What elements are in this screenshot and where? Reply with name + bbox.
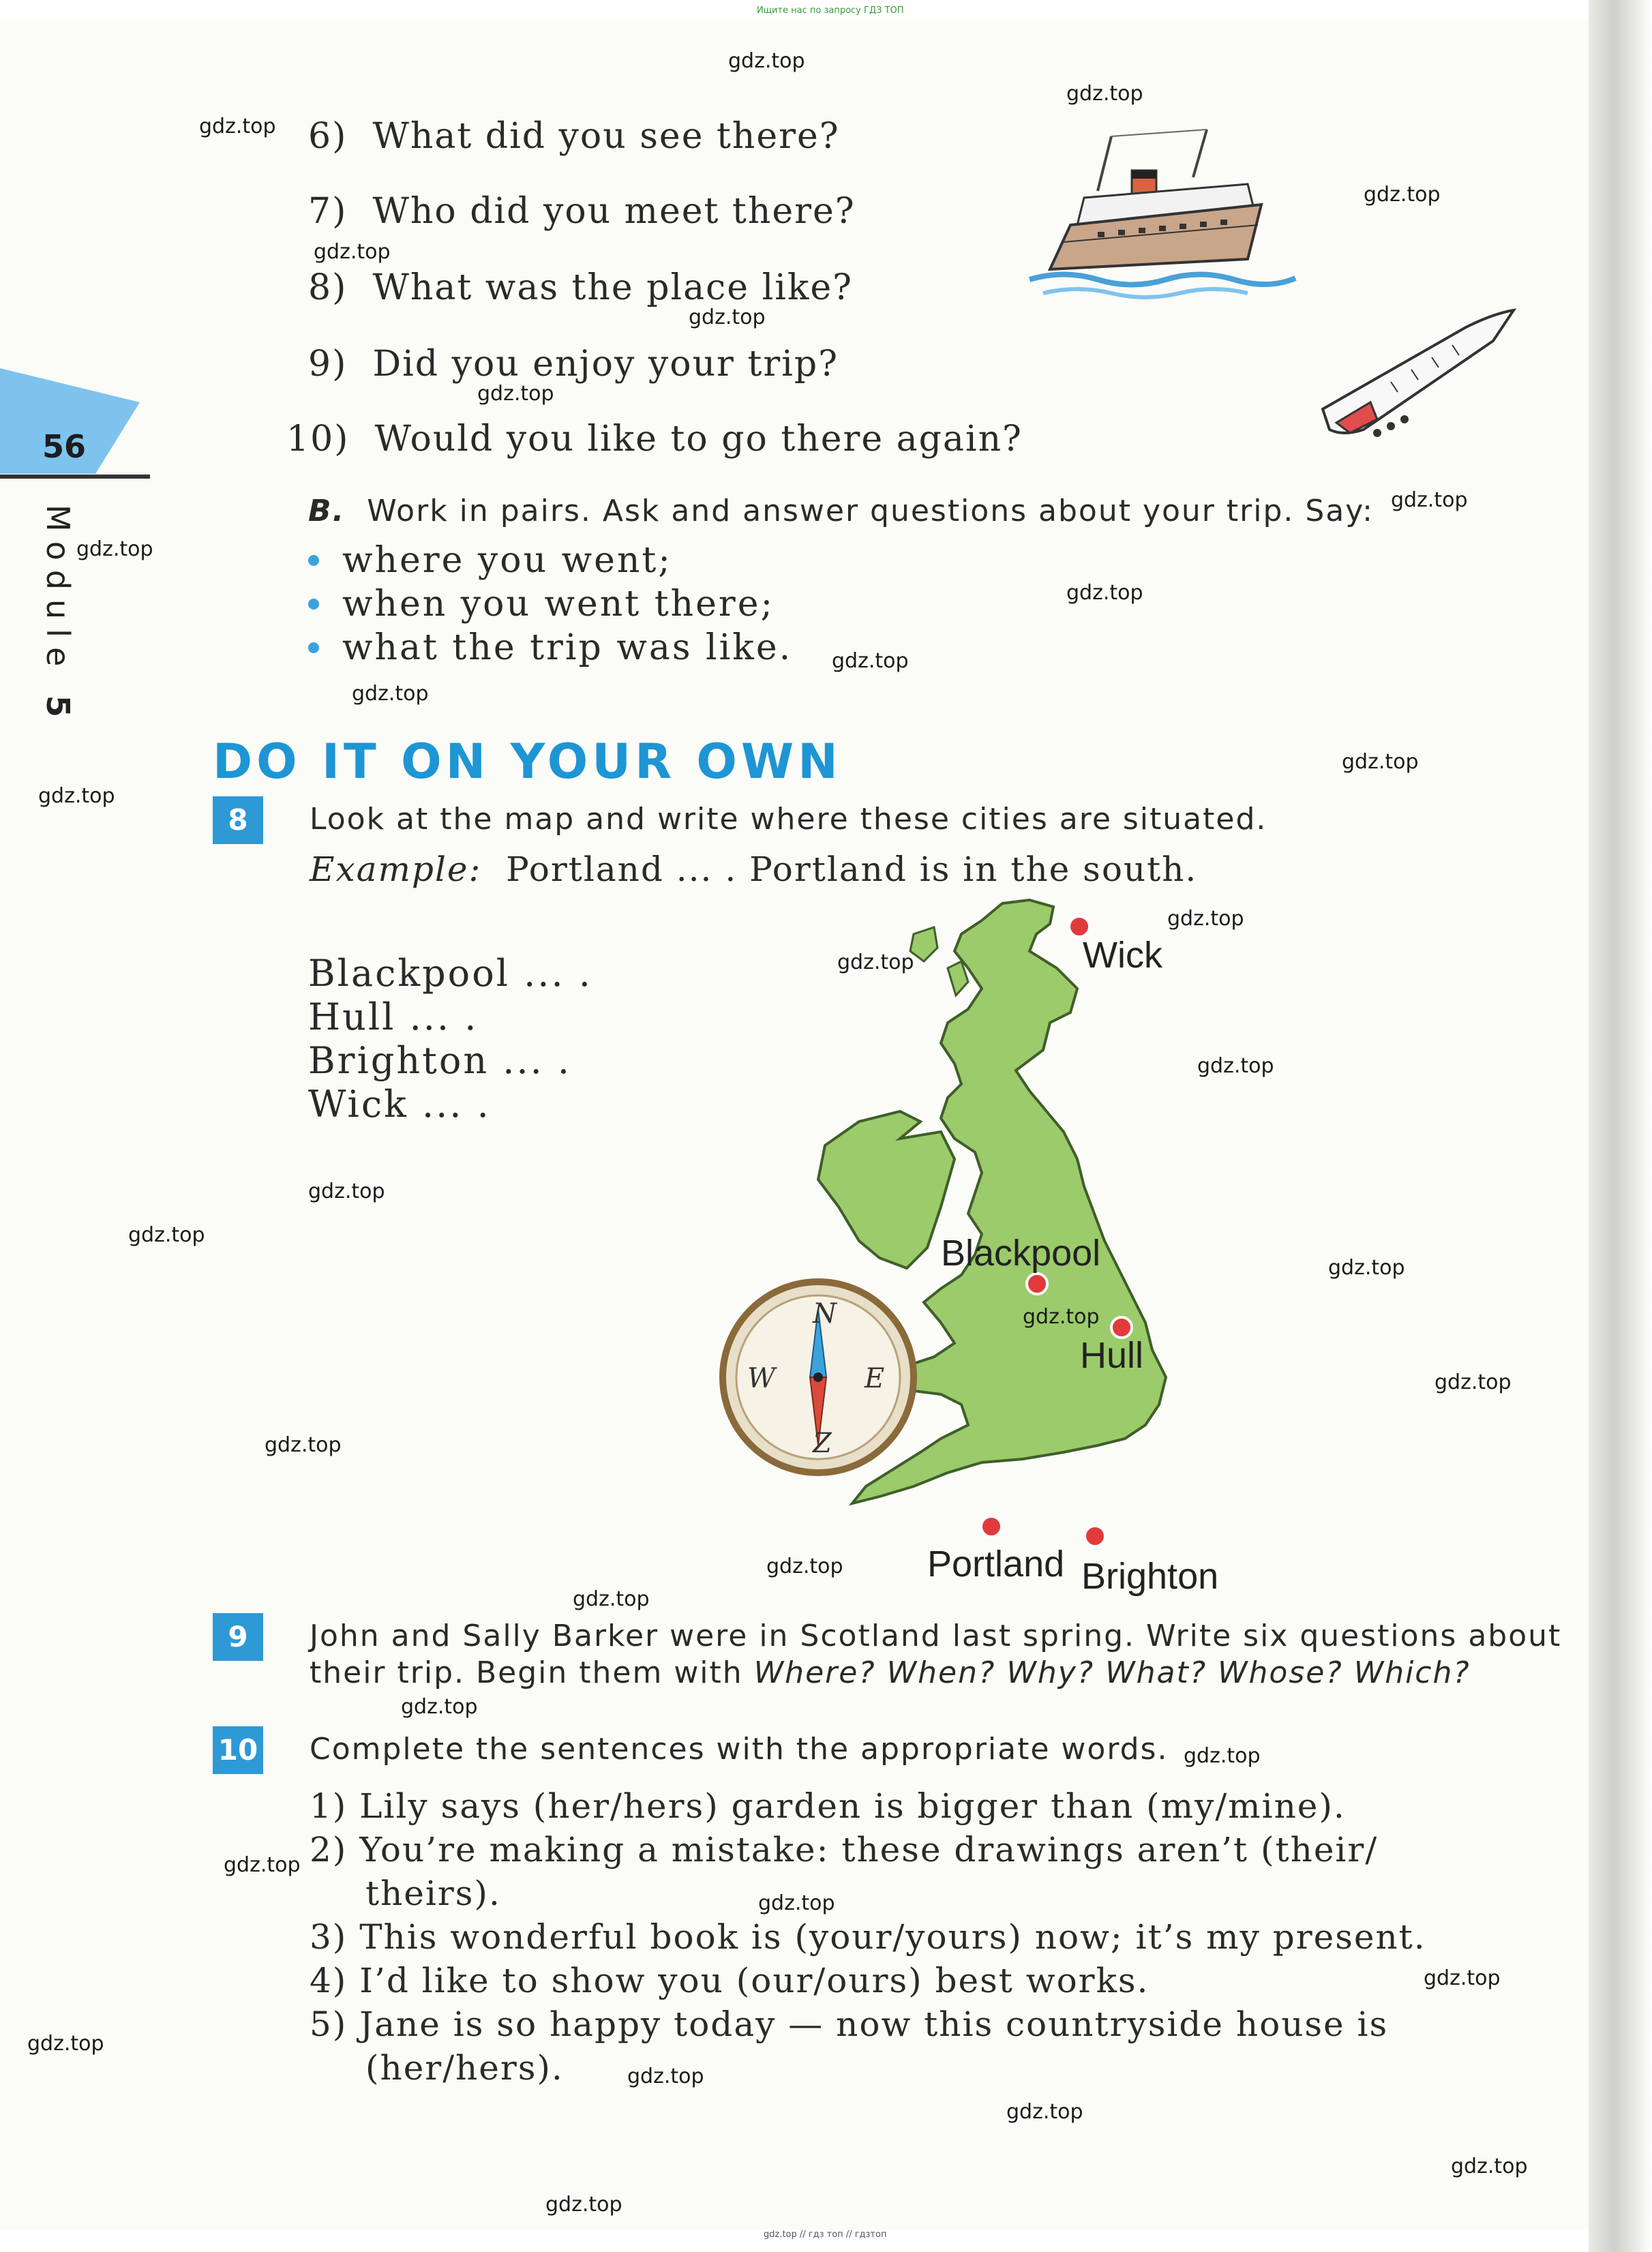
part-label: B.	[308, 494, 346, 528]
line-italic: Where? When? Why? What? Whose? Which?	[753, 1655, 1471, 1690]
map-label-wick: Wick	[1083, 935, 1162, 976]
watermark: gdz.top	[27, 2032, 104, 2056]
example-label: Example:	[310, 850, 482, 889]
compass-south: Z	[813, 1428, 832, 1459]
watermark: gdz.top	[199, 115, 276, 138]
question-text: Who did you meet there?	[372, 191, 856, 232]
watermark: gdz.top	[76, 537, 153, 561]
bullet-text: when you went there;	[342, 584, 775, 625]
compass	[723, 1282, 914, 1473]
exercise-8-example	[310, 850, 1197, 889]
question-9	[308, 344, 839, 385]
watermark: gdz.top	[1066, 82, 1143, 106]
sentence-2: 2) You’re making a mistake: these drawings aren’t (their/	[310, 1830, 1379, 1870]
watermark: gdz.top	[1451, 2155, 1528, 2178]
city-blackpool-line: Blackpool ... .	[308, 952, 592, 995]
ireland-landmass	[818, 1111, 955, 1268]
sentence-2-cont: theirs).	[365, 1874, 501, 1913]
top-note: Ищите нас по запросу ГДЗ ТОП	[757, 5, 904, 16]
watermark: gdz.top	[627, 2065, 704, 2088]
city-dot-blackpool	[1027, 1274, 1047, 1294]
bullet-dot	[308, 642, 319, 653]
question-number: 7)	[308, 191, 348, 232]
watermark: gdz.top	[352, 682, 429, 706]
bottom-note: gdz.top // гдз топ // гдзтоп	[764, 2230, 887, 2240]
question-7	[308, 191, 856, 232]
exercise-8-badge: 8	[213, 796, 263, 844]
watermark: gdz.top	[401, 1695, 478, 1719]
exercise-8-instruction: Look at the map and write where these cities are situated.	[310, 802, 1267, 837]
exercise-b-instruction	[308, 494, 1374, 528]
watermark: gdz.top	[766, 1555, 843, 1578]
exercise-10-badge: 10	[213, 1726, 263, 1774]
exercise-10-instruction: Complete the sentences with the appropriate words.	[310, 1732, 1169, 1767]
watermark: gdz.top	[1424, 1966, 1501, 1990]
page-number-rule	[0, 475, 150, 479]
map-label-brighton: Brighton	[1081, 1556, 1219, 1597]
map-label-portland: Portland	[927, 1544, 1065, 1585]
watermark: gdz.top	[728, 49, 805, 73]
bullet-dot	[308, 599, 319, 610]
part-text: Work in pairs. Ask and answer questions about your trip. Say:	[367, 494, 1374, 528]
sentence-5: 5) Jane is so happy today — now this countryside house is	[310, 2005, 1389, 2044]
watermark: gdz.top	[1197, 1054, 1274, 1078]
watermark: gdz.top	[314, 240, 391, 264]
watermark: gdz.top	[265, 1433, 342, 1457]
compass-west: W	[747, 1363, 776, 1394]
city-dot-brighton	[1085, 1526, 1105, 1546]
island	[910, 927, 937, 961]
watermark: gdz.top	[1006, 2100, 1083, 2124]
section-heading: DO IT ON YOUR OWN	[213, 734, 842, 790]
city-brighton-line: Brighton ... .	[308, 1039, 572, 1082]
module-label	[40, 505, 76, 727]
watermark: gdz.top	[477, 382, 554, 406]
question-number: 6)	[308, 116, 348, 157]
question-8	[308, 267, 853, 308]
question-text: What was the place like?	[372, 267, 853, 308]
watermark: gdz.top	[689, 305, 766, 329]
sentence-1: 1) Lily says (her/hers) garden is bigger than (my/mine).	[310, 1786, 1346, 1826]
question-number: 9)	[308, 344, 348, 385]
module-number: 5	[40, 695, 76, 727]
watermark: gdz.top	[38, 784, 115, 808]
city-dot-wick	[1069, 916, 1090, 937]
city-dot-portland	[981, 1516, 1002, 1537]
watermark: gdz.top	[1167, 907, 1244, 931]
sentence-3: 3) This wonderful book is (your/yours) now; it’s my present.	[310, 1917, 1426, 1957]
page-number: 56	[42, 428, 87, 465]
question-number: 8)	[308, 267, 348, 308]
book-spine	[1589, 0, 1652, 2252]
map-label-hull: Hull	[1080, 1335, 1144, 1376]
question-text: Did you enjoy your trip?	[372, 344, 839, 385]
watermark: gdz.top	[832, 649, 909, 673]
sentence-4: 4) I’d like to show you (our/ours) best works.	[310, 1961, 1150, 2000]
watermark: gdz.top	[1364, 183, 1441, 207]
watermark: gdz.top	[1391, 488, 1468, 512]
bullet-item	[308, 584, 775, 625]
watermark: gdz.top	[545, 2193, 622, 2217]
compass-east: E	[865, 1363, 885, 1394]
bullet-item	[308, 627, 792, 668]
compass-north: N	[813, 1298, 837, 1330]
watermark: gdz.top	[1328, 1256, 1405, 1280]
exercise-9-line-2	[310, 1655, 1471, 1690]
watermark: gdz.top	[1066, 581, 1143, 605]
question-6	[308, 116, 840, 157]
question-number: 10)	[286, 419, 350, 460]
watermark: gdz.top	[128, 1223, 205, 1247]
module-word: Module	[40, 505, 76, 676]
bullet-text: where you went;	[342, 540, 672, 581]
watermark: gdz.top	[224, 1853, 301, 1877]
watermark: gdz.top	[1184, 1744, 1261, 1768]
watermark: gdz.top	[837, 950, 914, 974]
watermark: gdz.top	[1023, 1305, 1100, 1329]
watermark: gdz.top	[1342, 750, 1419, 774]
question-text: What did you see there?	[372, 116, 840, 157]
watermark: gdz.top	[758, 1891, 835, 1915]
plane-illustration	[1309, 300, 1527, 457]
bullet-text: what the trip was like.	[342, 627, 793, 668]
bullet-dot	[308, 555, 319, 566]
question-10	[286, 419, 1023, 460]
question-text: Would you like to go there again?	[374, 419, 1023, 460]
watermark: gdz.top	[573, 1587, 650, 1611]
map-label-blackpool: Blackpool	[941, 1233, 1101, 1274]
watermark: gdz.top	[1435, 1370, 1512, 1394]
ship-illustration	[1023, 123, 1295, 314]
bullet-item	[308, 540, 672, 581]
exercise-9-badge: 9	[213, 1613, 263, 1661]
sentence-5-cont: (her/hers).	[365, 2048, 564, 2088]
example-text: Portland ... . Portland is in the south.	[506, 850, 1198, 889]
exercise-9-line-1: John and Sally Barker were in Scotland last spring. Write six questions about	[310, 1619, 1562, 1653]
watermark: gdz.top	[308, 1180, 385, 1203]
uk-map	[747, 886, 1268, 1609]
city-wick-line: Wick ... .	[308, 1083, 491, 1126]
line-text: their trip. Begin them with	[310, 1655, 743, 1690]
city-hull-line: Hull ... .	[308, 995, 479, 1038]
